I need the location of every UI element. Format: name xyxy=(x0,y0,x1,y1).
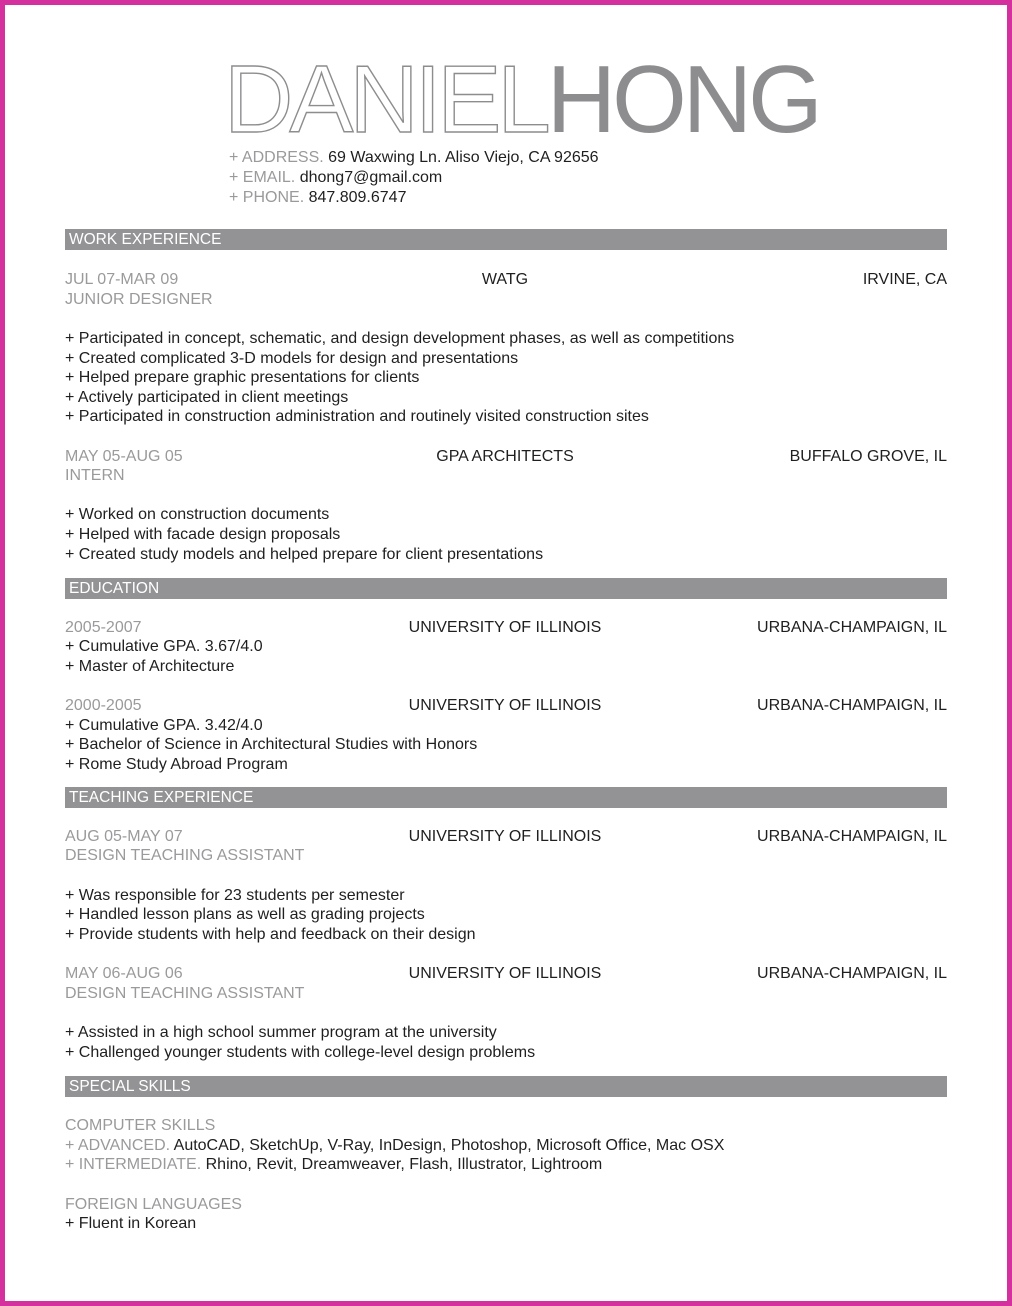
teach-1-dates: AUG 05-MAY 07 xyxy=(65,828,183,845)
job-2-bullet: + Helped with facade design proposals xyxy=(65,526,341,543)
advanced-value: AutoCAD, SketchUp, V-Ray, InDesign, Photoshop, Microsoft Office, Mac OSX xyxy=(173,1137,725,1154)
foreign-languages-heading: FOREIGN LANGUAGES xyxy=(65,1196,242,1213)
advanced-label: + ADVANCED. xyxy=(65,1137,171,1154)
edu-2-dates: 2000-2005 xyxy=(65,697,142,714)
job-1-org: WATG xyxy=(481,271,529,288)
email-row xyxy=(229,168,599,188)
edu-1-bullet: + Master of Architecture xyxy=(65,658,235,675)
edu-1-dates: 2005-2007 xyxy=(65,619,142,636)
last-name: HONG xyxy=(546,46,819,153)
edu-2-bullet: + Cumulative GPA. 3.42/4.0 xyxy=(65,717,263,734)
advanced-skills-row xyxy=(65,1136,724,1156)
edu-1-bullet: + Cumulative GPA. 3.67/4.0 xyxy=(65,638,263,655)
teach-2-org: UNIVERSITY OF ILLINOIS xyxy=(408,965,602,982)
intermediate-value: Rhino, Revit, Dreamweaver, Flash, Illustrator, Lightroom xyxy=(205,1156,603,1173)
teach-1-bullet: + Provide students with help and feedback on their design xyxy=(65,926,476,943)
edu-2-bullet: + Rome Study Abroad Program xyxy=(65,756,288,773)
address-value: 69 Waxwing Ln. Aliso Viejo, CA 92656 xyxy=(328,149,599,166)
teach-2-location: URBANA-CHAMPAIGN, IL xyxy=(757,965,947,982)
job-1-title: JUNIOR DESIGNER xyxy=(65,291,213,308)
teach-1-title: DESIGN TEACHING ASSISTANT xyxy=(65,847,305,864)
teach-1-location: URBANA-CHAMPAIGN, IL xyxy=(757,828,947,845)
teach-2-title: DESIGN TEACHING ASSISTANT xyxy=(65,985,305,1002)
edu-1-org: UNIVERSITY OF ILLINOIS xyxy=(408,619,602,636)
edu-2-location: URBANA-CHAMPAIGN, IL xyxy=(757,697,947,714)
resume-name xyxy=(224,46,819,153)
language-item: + Fluent in Korean xyxy=(65,1215,197,1232)
job-2-bullet: + Created study models and helped prepare for client presentations xyxy=(65,546,544,563)
address-label: + ADDRESS. xyxy=(229,149,324,166)
intermediate-label: + INTERMEDIATE. xyxy=(65,1156,202,1173)
edu-1-location: URBANA-CHAMPAIGN, IL xyxy=(757,619,947,636)
edu-2-bullet: + Bachelor of Science in Architectural Studies with Honors xyxy=(65,736,478,753)
section-special-skills: SPECIAL SKILLS xyxy=(65,1076,947,1097)
job-2-location: BUFFALO GROVE, IL xyxy=(789,448,947,465)
job-1-bullet: + Created complicated 3-D models for design and presentations xyxy=(65,350,519,367)
job-1-bullet: + Actively participated in client meetings xyxy=(65,389,349,406)
address-row xyxy=(229,148,599,168)
phone-label: + PHONE. xyxy=(229,189,305,206)
job-2-bullet: + Worked on construction documents xyxy=(65,506,330,523)
first-name: DANIEL xyxy=(224,46,547,153)
job-1-location: IRVINE, CA xyxy=(862,271,947,288)
intermediate-skills-row xyxy=(65,1155,602,1175)
email-value: dhong7@gmail.com xyxy=(299,169,443,186)
job-1-dates: JUL 07-MAR 09 xyxy=(65,271,179,288)
teach-2-bullet: + Challenged younger students with college-level design problems xyxy=(65,1044,536,1061)
section-work-experience: WORK EXPERIENCE xyxy=(65,229,947,250)
teach-1-bullet: + Handled lesson plans as well as grading projects xyxy=(65,906,425,923)
phone-row xyxy=(229,188,599,208)
contact-info xyxy=(229,148,599,208)
job-2-dates: MAY 05-AUG 05 xyxy=(65,448,183,465)
teach-1-bullet: + Was responsible for 23 students per semester xyxy=(65,887,405,904)
teach-2-bullet: + Assisted in a high school summer program at the university xyxy=(65,1024,497,1041)
computer-skills-heading: COMPUTER SKILLS xyxy=(65,1117,216,1134)
edu-2-org: UNIVERSITY OF ILLINOIS xyxy=(408,697,602,714)
teach-1-org: UNIVERSITY OF ILLINOIS xyxy=(408,828,602,845)
job-1-bullet: + Participated in construction administration and routinely visited construction sites xyxy=(65,408,649,425)
section-education: EDUCATION xyxy=(65,578,947,599)
job-2-org: GPA ARCHITECTS xyxy=(436,448,574,465)
job-2-title: INTERN xyxy=(65,467,125,484)
job-1-bullet: + Participated in concept, schematic, and design development phases, as well as competitions xyxy=(65,330,735,347)
phone-value: 847.809.6747 xyxy=(308,189,407,206)
teach-2-dates: MAY 06-AUG 06 xyxy=(65,965,183,982)
email-label: + EMAIL. xyxy=(229,169,296,186)
job-1-bullet: + Helped prepare graphic presentations for clients xyxy=(65,369,420,386)
section-teaching-experience: TEACHING EXPERIENCE xyxy=(65,787,947,808)
